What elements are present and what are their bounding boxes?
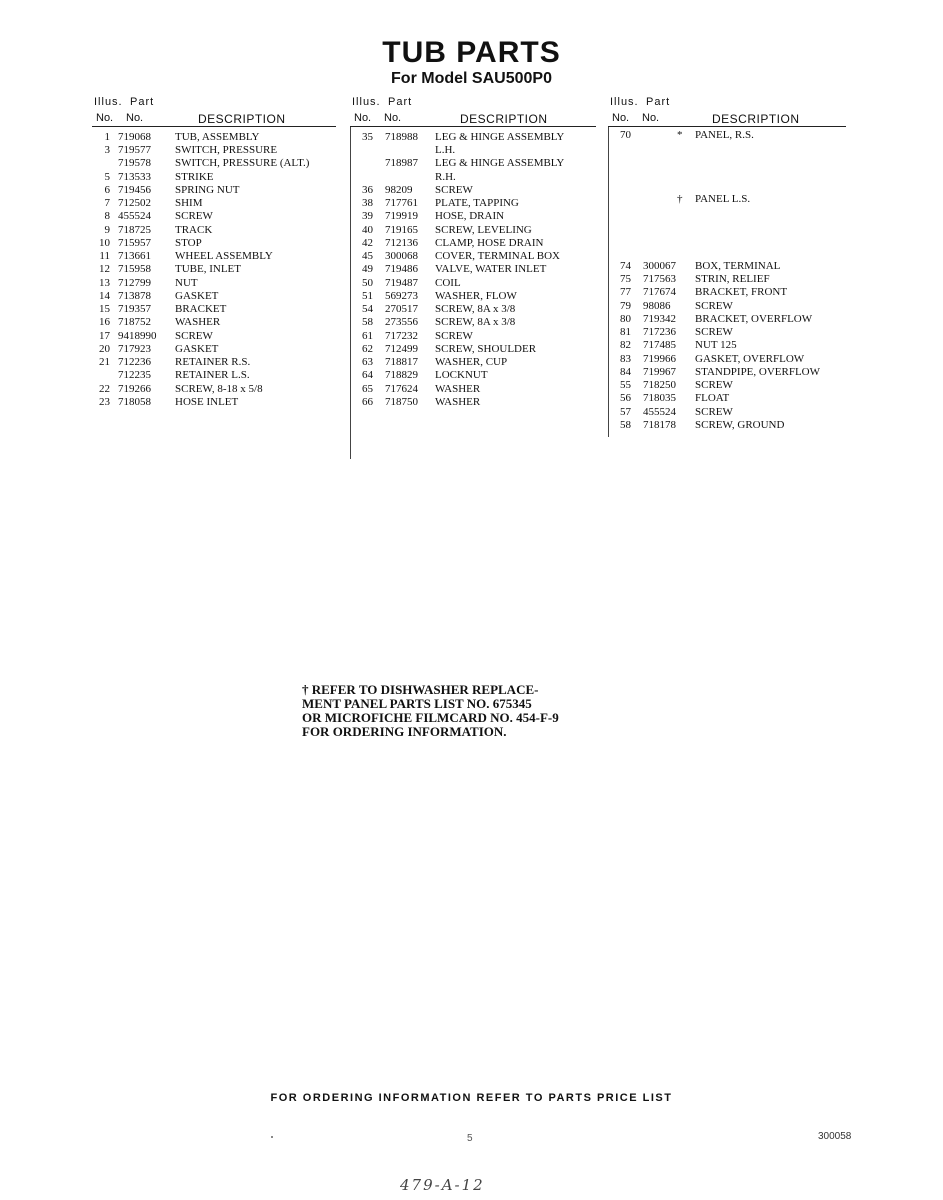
illus-number: 62 bbox=[362, 343, 373, 355]
parts-rows bbox=[350, 127, 596, 459]
part-description: NUT bbox=[175, 277, 198, 289]
part-number: 718035 bbox=[643, 392, 676, 404]
part-description: CLAMP, HOSE DRAIN bbox=[435, 237, 544, 249]
illus-number: 21 bbox=[99, 356, 110, 368]
part-description: PLATE, TAPPING bbox=[435, 197, 519, 209]
part-number: 718987 bbox=[385, 157, 418, 169]
part-number: 717563 bbox=[643, 273, 676, 285]
part-description: COVER, TERMINAL BOX bbox=[435, 250, 560, 262]
part-number: 718750 bbox=[385, 396, 418, 408]
illus-number: 61 bbox=[362, 330, 373, 342]
part-number: 719966 bbox=[643, 353, 676, 365]
header-illus: Illus. bbox=[610, 96, 639, 108]
illus-number: 56 bbox=[620, 392, 631, 404]
illus-number: 79 bbox=[620, 300, 631, 312]
illus-number: 23 bbox=[99, 396, 110, 408]
part-number: * bbox=[677, 129, 683, 141]
illus-number: 70 bbox=[620, 129, 631, 141]
part-description: PANEL, R.S. bbox=[695, 129, 754, 141]
header-description: DESCRIPTION bbox=[198, 112, 286, 126]
part-number: 717761 bbox=[385, 197, 418, 209]
illus-number: 58 bbox=[620, 419, 631, 431]
illus-number: 64 bbox=[362, 369, 373, 381]
illus-number: 54 bbox=[362, 303, 373, 315]
part-description: HOSE, DRAIN bbox=[435, 210, 505, 222]
illus-number: 51 bbox=[362, 290, 373, 302]
part-description: BRACKET, FRONT bbox=[695, 286, 788, 298]
part-number: 712136 bbox=[385, 237, 418, 249]
illus-number: 13 bbox=[99, 277, 110, 289]
part-number: 719486 bbox=[385, 263, 418, 275]
illus-number: 81 bbox=[620, 326, 631, 338]
illus-number: 63 bbox=[362, 356, 373, 368]
part-description: GASKET bbox=[175, 343, 219, 355]
part-description: SCREW bbox=[435, 184, 473, 196]
header-part: Part bbox=[388, 96, 413, 108]
parts-rows bbox=[608, 127, 846, 437]
header-part-no: No. bbox=[126, 112, 144, 124]
illus-number: 22 bbox=[99, 383, 110, 395]
part-description: TUBE, INLET bbox=[175, 263, 241, 275]
part-description: SWITCH, PRESSURE bbox=[175, 144, 278, 156]
page-number: 5 bbox=[467, 1133, 473, 1144]
part-number: 713661 bbox=[118, 250, 151, 262]
part-description: RETAINER L.S. bbox=[175, 369, 250, 381]
part-description: SCREW, 8A x 3/8 bbox=[435, 303, 516, 315]
illus-number: 55 bbox=[620, 379, 631, 391]
illus-number: 10 bbox=[99, 237, 110, 249]
ordering-footer: FOR ORDERING INFORMATION REFER TO PARTS PRICE LIST bbox=[270, 1092, 673, 1104]
header-illus-no: No. bbox=[354, 112, 372, 124]
part-description: WASHER bbox=[435, 396, 481, 408]
part-description: STRIN, RELIEF bbox=[695, 273, 770, 285]
part-description: WASHER bbox=[435, 383, 481, 395]
illus-number: 65 bbox=[362, 383, 373, 395]
illus-number: 12 bbox=[99, 263, 110, 275]
part-description: SCREW bbox=[695, 406, 733, 418]
illus-number: 20 bbox=[99, 343, 110, 355]
part-description: FLOAT bbox=[695, 392, 730, 404]
part-description: GASKET, OVERFLOW bbox=[695, 353, 805, 365]
header-illus: Illus. bbox=[352, 96, 381, 108]
part-description: SWITCH, PRESSURE (ALT.) bbox=[175, 157, 310, 169]
header-part-no: No. bbox=[642, 112, 660, 124]
header-illus-no: No. bbox=[612, 112, 630, 124]
illus-number: 9 bbox=[104, 224, 110, 236]
header-illus: Illus. bbox=[94, 96, 123, 108]
part-number: 718988 bbox=[385, 131, 418, 143]
note-line: OR MICROFICHE FILMCARD NO. 454-F-9 bbox=[302, 710, 559, 725]
header-part: Part bbox=[130, 96, 155, 108]
part-number: 9418990 bbox=[118, 330, 157, 342]
part-number: 718725 bbox=[118, 224, 151, 236]
illus-number: 5 bbox=[104, 171, 110, 183]
part-description: SCREW, 8A x 3/8 bbox=[435, 316, 516, 328]
part-description: SCREW bbox=[175, 330, 213, 342]
part-description: SCREW bbox=[695, 379, 733, 391]
part-description: RETAINER R.S. bbox=[175, 356, 251, 368]
part-description: PANEL L.S. bbox=[695, 193, 751, 205]
part-description: BRACKET, OVERFLOW bbox=[695, 313, 813, 325]
part-description: GASKET bbox=[175, 290, 219, 302]
part-description: WASHER, FLOW bbox=[435, 290, 517, 302]
part-description: SCREW bbox=[695, 300, 733, 312]
illus-number: 14 bbox=[99, 290, 110, 302]
part-number: 300068 bbox=[385, 250, 418, 262]
part-number: 300067 bbox=[643, 260, 676, 272]
illus-number: 36 bbox=[362, 184, 373, 196]
part-number: 455524 bbox=[118, 210, 151, 222]
part-number: 717624 bbox=[385, 383, 418, 395]
part-number: 719919 bbox=[385, 210, 418, 222]
part-number: 719068 bbox=[118, 131, 151, 143]
illus-number: 45 bbox=[362, 250, 373, 262]
part-number: 719487 bbox=[385, 277, 418, 289]
parts-column-1 bbox=[92, 92, 336, 408]
part-description: BRACKET bbox=[175, 303, 227, 315]
illus-number: 11 bbox=[99, 250, 110, 262]
part-description: LEG & HINGE ASSEMBLY bbox=[435, 157, 565, 169]
part-description: R.H. bbox=[435, 171, 456, 183]
part-number: 713878 bbox=[118, 290, 151, 302]
part-description: LEG & HINGE ASSEMBLY bbox=[435, 131, 565, 143]
part-description: WHEEL ASSEMBLY bbox=[175, 250, 273, 262]
part-description: SHIM bbox=[175, 197, 203, 209]
part-number: 712235 bbox=[118, 369, 151, 381]
part-description: SCREW, LEVELING bbox=[435, 224, 532, 236]
illus-number: 50 bbox=[362, 277, 373, 289]
part-description: L.H. bbox=[435, 144, 456, 156]
part-number: 719342 bbox=[643, 313, 676, 325]
model-subtitle: For Model SAU500P0 bbox=[391, 70, 552, 87]
column-header bbox=[92, 92, 336, 127]
illus-number: 16 bbox=[99, 316, 110, 328]
part-description: TRACK bbox=[175, 224, 213, 236]
part-number: 718752 bbox=[118, 316, 151, 328]
illus-number: 84 bbox=[620, 366, 631, 378]
part-description: SCREW, SHOULDER bbox=[435, 343, 537, 355]
part-description: SCREW bbox=[695, 326, 733, 338]
scan-speck bbox=[271, 1136, 273, 1138]
part-description: STOP bbox=[175, 237, 202, 249]
part-number: 719456 bbox=[118, 184, 151, 196]
illus-number: 8 bbox=[104, 210, 110, 222]
part-description: COIL bbox=[435, 277, 461, 289]
part-description: BOX, TERMINAL bbox=[695, 260, 781, 272]
part-number: 715958 bbox=[118, 263, 151, 275]
part-number: 712799 bbox=[118, 277, 151, 289]
part-description: SPRING NUT bbox=[175, 184, 240, 196]
header-part-no: No. bbox=[384, 112, 402, 124]
parts-column-3 bbox=[608, 92, 846, 437]
illus-number: 75 bbox=[620, 273, 631, 285]
illus-number: 80 bbox=[620, 313, 631, 325]
part-number: 719967 bbox=[643, 366, 676, 378]
part-number: 455524 bbox=[643, 406, 676, 418]
part-description: WASHER bbox=[175, 316, 221, 328]
part-number: 717236 bbox=[643, 326, 676, 338]
illus-number: 58 bbox=[362, 316, 373, 328]
illus-number: 49 bbox=[362, 263, 373, 275]
illus-number: 66 bbox=[362, 396, 373, 408]
note-line: MENT PANEL PARTS LIST NO. 675345 bbox=[302, 696, 532, 711]
part-number: 718829 bbox=[385, 369, 418, 381]
illus-number: 77 bbox=[620, 286, 631, 298]
illus-number: 17 bbox=[99, 330, 110, 342]
part-number: 718058 bbox=[118, 396, 151, 408]
part-number: 718250 bbox=[643, 379, 676, 391]
column-header bbox=[350, 92, 596, 127]
header-description: DESCRIPTION bbox=[460, 112, 548, 126]
part-description: SCREW bbox=[435, 330, 473, 342]
part-description: TUB, ASSEMBLY bbox=[175, 131, 260, 143]
part-number: 717232 bbox=[385, 330, 418, 342]
part-description: SCREW, 8-18 x 5/8 bbox=[175, 383, 263, 395]
part-description: VALVE, WATER INLET bbox=[435, 263, 547, 275]
note-line: † REFER TO DISHWASHER REPLACE- bbox=[302, 682, 539, 697]
part-description: WASHER, CUP bbox=[435, 356, 508, 368]
part-number: † bbox=[677, 193, 683, 205]
header-description: DESCRIPTION bbox=[712, 112, 800, 126]
part-description: SCREW, GROUND bbox=[695, 419, 785, 431]
part-number: 713533 bbox=[118, 171, 151, 183]
part-description: HOSE INLET bbox=[175, 396, 239, 408]
illus-number: 1 bbox=[104, 131, 110, 143]
header-illus-no: No. bbox=[96, 112, 114, 124]
part-number: 712502 bbox=[118, 197, 151, 209]
part-number: 719165 bbox=[385, 224, 418, 236]
illus-number: 15 bbox=[99, 303, 110, 315]
part-number: 719577 bbox=[118, 144, 151, 156]
note-line: FOR ORDERING INFORMATION. bbox=[302, 724, 507, 739]
parts-column-2 bbox=[350, 92, 596, 459]
illus-number: 83 bbox=[620, 353, 631, 365]
part-number: 717923 bbox=[118, 343, 151, 355]
illus-number: 42 bbox=[362, 237, 373, 249]
replacement-panel-note bbox=[302, 683, 602, 739]
part-description: STRIKE bbox=[175, 171, 214, 183]
illus-number: 7 bbox=[104, 197, 110, 209]
part-number: 719578 bbox=[118, 157, 151, 169]
part-number: 719357 bbox=[118, 303, 151, 315]
part-number: 270517 bbox=[385, 303, 418, 315]
part-number: 273556 bbox=[385, 316, 418, 328]
part-number: 98209 bbox=[385, 184, 413, 196]
illus-number: 38 bbox=[362, 197, 373, 209]
illus-number: 82 bbox=[620, 339, 631, 351]
part-number: 569273 bbox=[385, 290, 418, 302]
document-code: 300058 bbox=[818, 1131, 852, 1142]
column-header bbox=[608, 92, 846, 127]
part-number: 718178 bbox=[643, 419, 676, 431]
part-number: 717674 bbox=[643, 286, 676, 298]
handwritten-note: 479-A-12 bbox=[400, 1176, 485, 1194]
page-title: TUB PARTS bbox=[382, 36, 561, 69]
part-number: 719266 bbox=[118, 383, 151, 395]
part-number: 712236 bbox=[118, 356, 151, 368]
illus-number: 39 bbox=[362, 210, 373, 222]
illus-number: 6 bbox=[104, 184, 110, 196]
illus-number: 74 bbox=[620, 260, 631, 272]
part-number: 98086 bbox=[643, 300, 671, 312]
part-number: 718817 bbox=[385, 356, 418, 368]
part-description: NUT 125 bbox=[695, 339, 737, 351]
part-number: 712499 bbox=[385, 343, 418, 355]
part-description: LOCKNUT bbox=[435, 369, 488, 381]
illus-number: 40 bbox=[362, 224, 373, 236]
part-description: SCREW bbox=[175, 210, 213, 222]
part-number: 715957 bbox=[118, 237, 151, 249]
part-number: 717485 bbox=[643, 339, 676, 351]
illus-number: 57 bbox=[620, 406, 631, 418]
header-part: Part bbox=[646, 96, 671, 108]
illus-number: 35 bbox=[362, 131, 373, 143]
part-description: STANDPIPE, OVERFLOW bbox=[695, 366, 821, 378]
illus-number: 3 bbox=[104, 144, 110, 156]
